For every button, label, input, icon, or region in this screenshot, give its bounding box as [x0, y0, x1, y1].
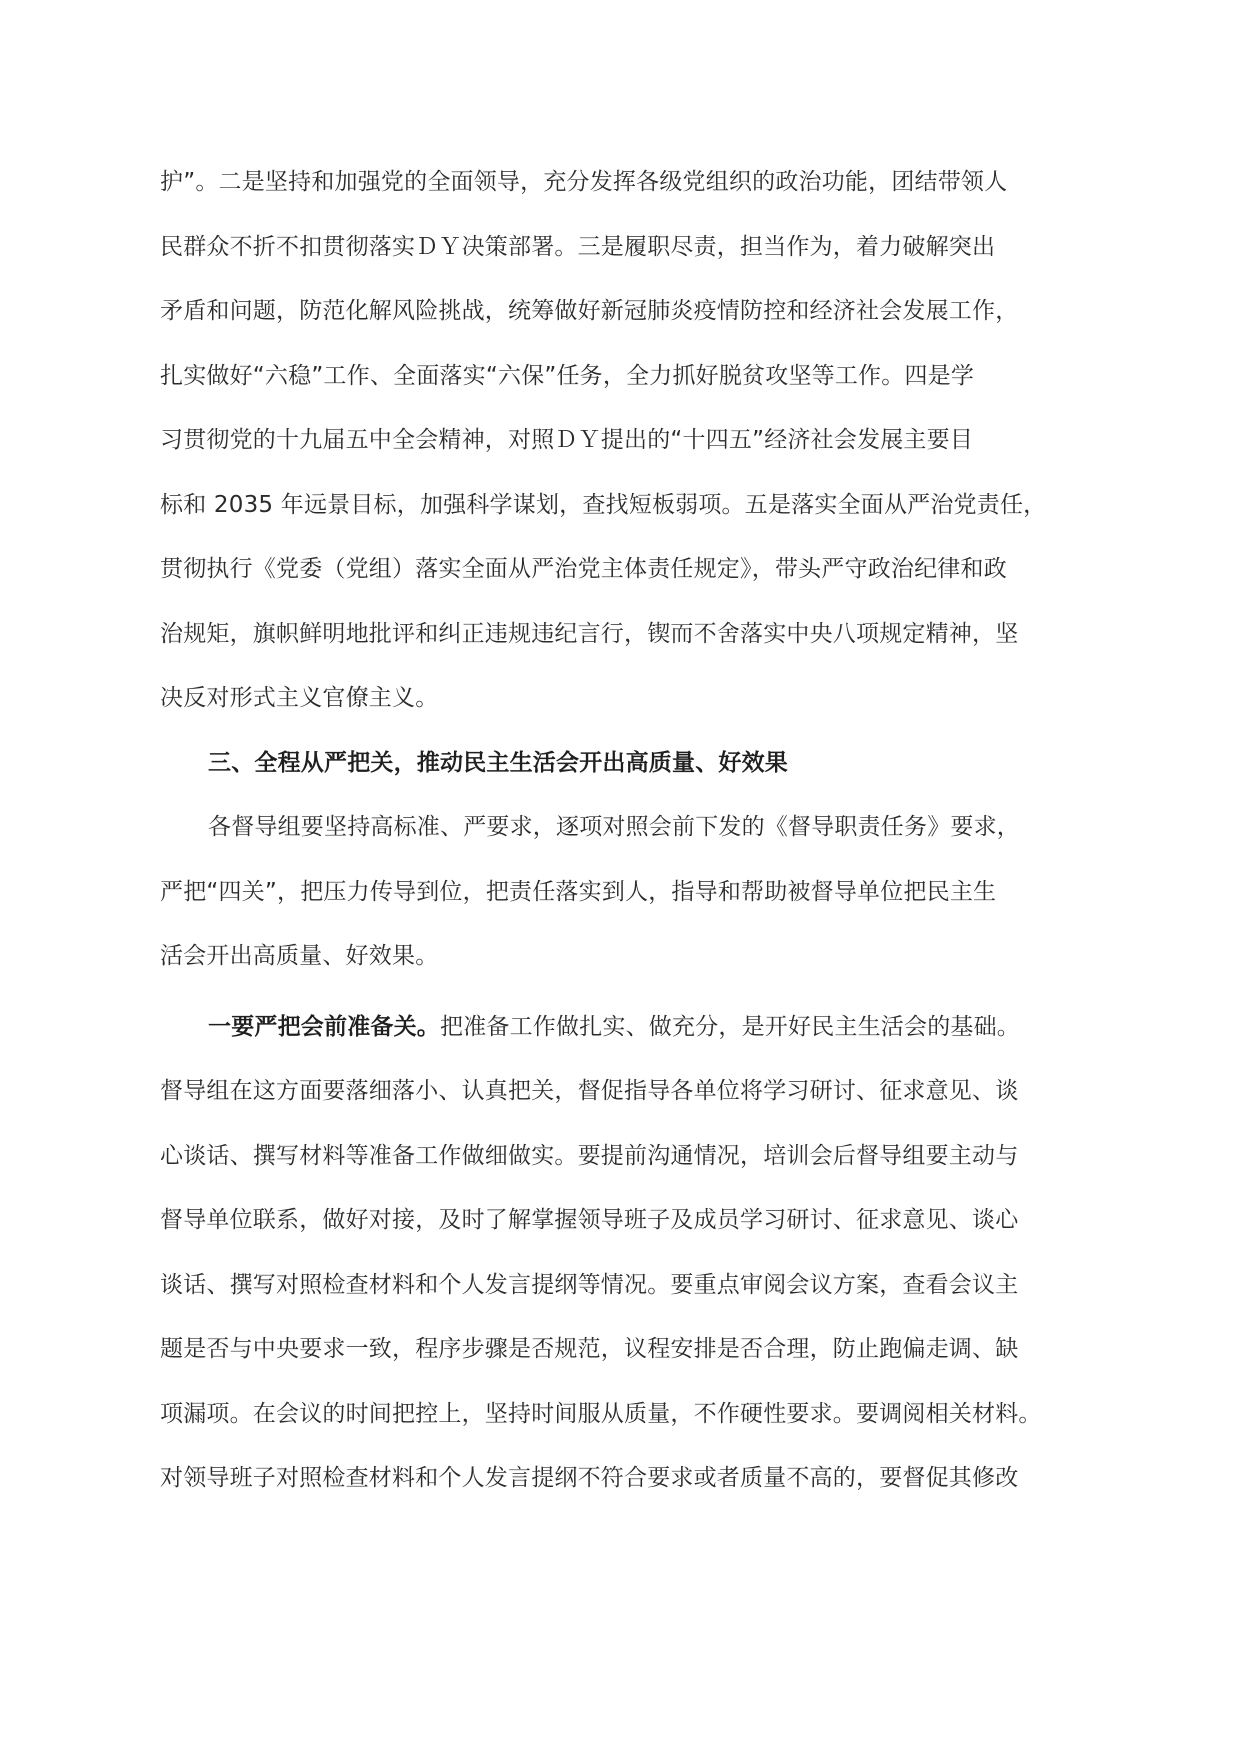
item-lead-bold: 一要严把会前准备关。 — [208, 1013, 440, 1040]
text-line: 民群众不折不扣贯彻落实ＤＹ决策部署。三是履职尽责，担当作为，着力破解突出 — [160, 233, 996, 260]
text-line: 各督导组要坚持高标准、严要求，逐项对照会前下发的《督导职责任务》要求， — [208, 814, 1020, 840]
paragraph-1 — [160, 150, 1100, 731]
item-1-paragraph — [160, 995, 1100, 1511]
text-line: 治规矩，旗帜鲜明地批评和纠正违规违纪言行，锲而不舍落实中央八项规定精神，坚 — [160, 620, 1019, 647]
text-line — [160, 995, 1100, 1060]
text-line: 贯彻执行《党委（党组）落实全面从严治党主体责任规定》，带头严守政治纪律和政 — [160, 556, 1007, 582]
document-page — [160, 150, 1100, 1511]
text-line: 扎实做好“六稳”工作、全面落实“六保”任务，全力抓好脱贫攻坚等工作。四是学 — [160, 362, 975, 389]
text-line: 习贯彻党的十九届五中全会精神，对照ＤＹ提出的“十四五”经济社会发展主要目 — [160, 427, 974, 453]
text-line: 严把“四关”，把压力传导到位，把责任落实到人，指导和帮助被督导单位把民主生 — [160, 878, 997, 905]
text-line: 督导单位联系，做好对接，及时了解掌握领导班子及成员学习研讨、征求意见、谈心 — [160, 1207, 1019, 1233]
text-line: 题是否与中央要求一致，程序步骤是否规范，议程安排是否合理，防止跑偏走调、缺 — [160, 1336, 1019, 1362]
text-line: 项漏项。在会议的时间把控上，坚持时间服从质量，不作硬性要求。要调阅相关材料。 — [160, 1400, 1042, 1427]
text-line: 矛盾和问题，防范化解风险挑战，统筹做好新冠肺炎疫情防控和经济社会发展工作， — [160, 298, 1019, 324]
section-intro-paragraph — [160, 795, 1100, 989]
text-line: 活会开出高质量、好效果。 — [160, 943, 439, 969]
text-line: 护”。二是坚持和加强党的全面领导，充分发挥各级党组织的政治功能，团结带领人 — [160, 169, 1008, 195]
text-line: 标和 2035 年远景目标，加强科学谋划，查找短板弱项。五是落实全面从严治党责任， — [160, 491, 1047, 518]
item-lead-rest: 把准备工作做扎实、做充分，是开好民主生活会的基础。 — [440, 1013, 1020, 1040]
text-line: 对领导班子对照检查材料和个人发言提纲不符合要求或者质量不高的，要督促其修改 — [160, 1465, 1019, 1491]
text-line: 决反对形式主义官僚主义。 — [160, 685, 439, 711]
text-line: 心谈话、撰写材料等准备工作做细做实。要提前沟通情况，培训会后督导组要主动与 — [160, 1142, 1019, 1169]
section-heading: 三、全程从严把关，推动民主生活会开出高质量、好效果 — [208, 749, 788, 776]
text-line: 督导组在这方面要落细落小、认真把关，督促指导各单位将学习研讨、征求意见、谈 — [160, 1078, 1019, 1104]
text-line: 谈话、撰写对照检查材料和个人发言提纲等情况。要重点审阅会议方案，查看会议主 — [160, 1271, 1019, 1298]
